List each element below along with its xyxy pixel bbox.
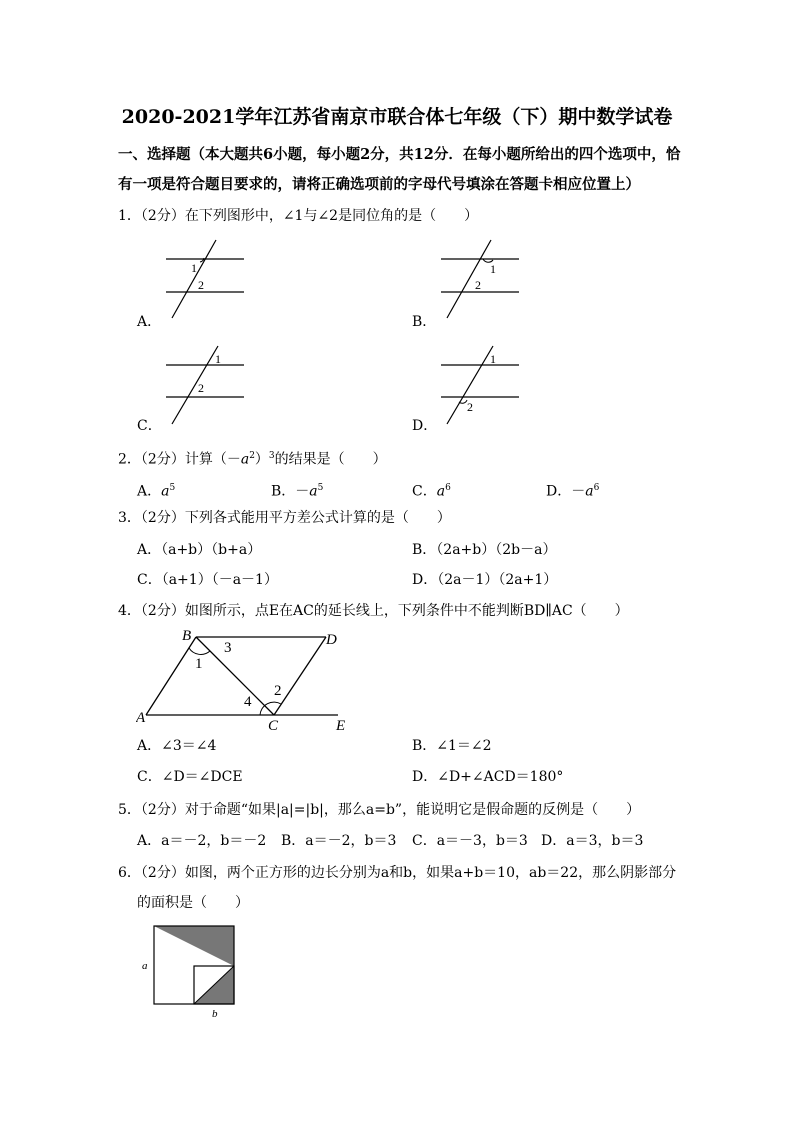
q4-angle-3: 3 — [224, 640, 232, 656]
page-title: 2020-2021学年江苏省南京市联合体七年级（下）期中数学试卷 — [121, 106, 673, 128]
q3-option-d[interactable]: D．（2a－1）（2a+1） — [412, 572, 558, 588]
question-6-stem-line1: 6．（2分）如图，两个正方形的边长分别为a和b，如果a+b＝10，ab＝22，那么阴影部分 — [118, 865, 677, 881]
q4-option-a[interactable]: A．∠3＝∠4 — [137, 738, 217, 754]
q1c-angle-1: 1 — [215, 352, 221, 366]
q1-figure-a — [160, 238, 250, 322]
q1-figure-b — [435, 238, 525, 322]
question-1-stem: 1．（2分）在下列图形中，∠1与∠2是同位角的是（ ） — [118, 208, 479, 224]
q4-point-e: E — [336, 718, 346, 734]
q4-option-c[interactable]: C．∠D＝∠DCE — [137, 769, 243, 785]
question-2-stem: 2．（2分）计算$(-a^2)^3$的结果是（ ） — [118, 451, 387, 468]
question-5-stem: 5．（2分）对于命题“如果|a|=|b|，那么a=b”，能说明它是假命题的反例是（ ） — [118, 802, 641, 818]
q3-option-a[interactable]: A．（a+b）（b+a） — [137, 542, 262, 558]
q4-point-b: B — [182, 628, 192, 644]
q4-point-a: A — [136, 710, 146, 726]
q5-option-b[interactable]: B．a＝－2，b＝3 — [281, 833, 397, 849]
q1c-angle-2: 2 — [198, 381, 204, 395]
section-heading-line1: 一、选择题（本大题共6小题，每小题2分，共12分．在每小题所给出的四个选项中，恰 — [118, 146, 681, 163]
q4-angle-4: 4 — [244, 694, 252, 710]
q6-label-a: a — [142, 960, 148, 972]
q1-option-b-label: B． — [412, 314, 437, 330]
q1-option-c-label: C． — [137, 418, 162, 434]
q4-option-d[interactable]: D．∠D+∠ACD＝180° — [412, 769, 564, 785]
q1-option-a-label: A． — [137, 314, 162, 330]
q2-option-a[interactable]: A．$a^5$ — [137, 483, 176, 500]
q4-point-c: C — [268, 718, 279, 734]
q1a-angle-2: 2 — [198, 278, 204, 292]
q1-option-d-label: D． — [412, 418, 438, 434]
q3-option-b[interactable]: B．（2a+b）（2b－a） — [412, 542, 557, 558]
q4-option-b[interactable]: B．∠1＝∠2 — [412, 738, 492, 754]
q6-figure — [136, 920, 242, 1020]
question-4-stem: 4．（2分）如图所示，点E在AC的延长线上，下列条件中不能判断BD∥AC（ ） — [118, 603, 629, 619]
q4-figure — [136, 622, 356, 734]
q5-option-c[interactable]: C．a＝－3，b＝3 — [412, 833, 528, 849]
q4-angle-1: 1 — [195, 656, 203, 672]
q1b-angle-2: 2 — [475, 278, 481, 292]
q4-point-d: D — [326, 632, 337, 648]
q6-label-b: b — [212, 1008, 218, 1020]
q1-figure-c — [160, 342, 250, 426]
q3-option-c[interactable]: C．（a+1）（－a－1） — [137, 572, 278, 588]
section-heading-line2: 有一项是符合题目要求的，请将正确选项前的字母代号填涂在答题卡相应位置上） — [118, 176, 640, 193]
q5-option-d[interactable]: D．a＝3，b＝3 — [541, 833, 644, 849]
question-3-stem: 3．（2分）下列各式能用平方差公式计算的是（ ） — [118, 510, 451, 526]
q1b-angle-1: 1 — [490, 262, 496, 276]
q5-option-a[interactable]: A．a＝－2，b＝－2 — [137, 833, 267, 849]
question-6-stem-line2: 的面积是（ ） — [137, 895, 249, 911]
q1d-angle-2: 2 — [467, 400, 473, 414]
q1a-angle-1: 1 — [191, 261, 197, 275]
q1-figure-d — [435, 342, 525, 426]
q2-option-c[interactable]: C．$a^6$ — [412, 483, 451, 500]
q4-angle-2: 2 — [274, 683, 282, 699]
q2-option-d[interactable]: D．$-a^6$ — [546, 483, 600, 500]
q1d-angle-1: 1 — [490, 352, 496, 366]
q2-option-b[interactable]: B．$-a^5$ — [271, 483, 324, 500]
